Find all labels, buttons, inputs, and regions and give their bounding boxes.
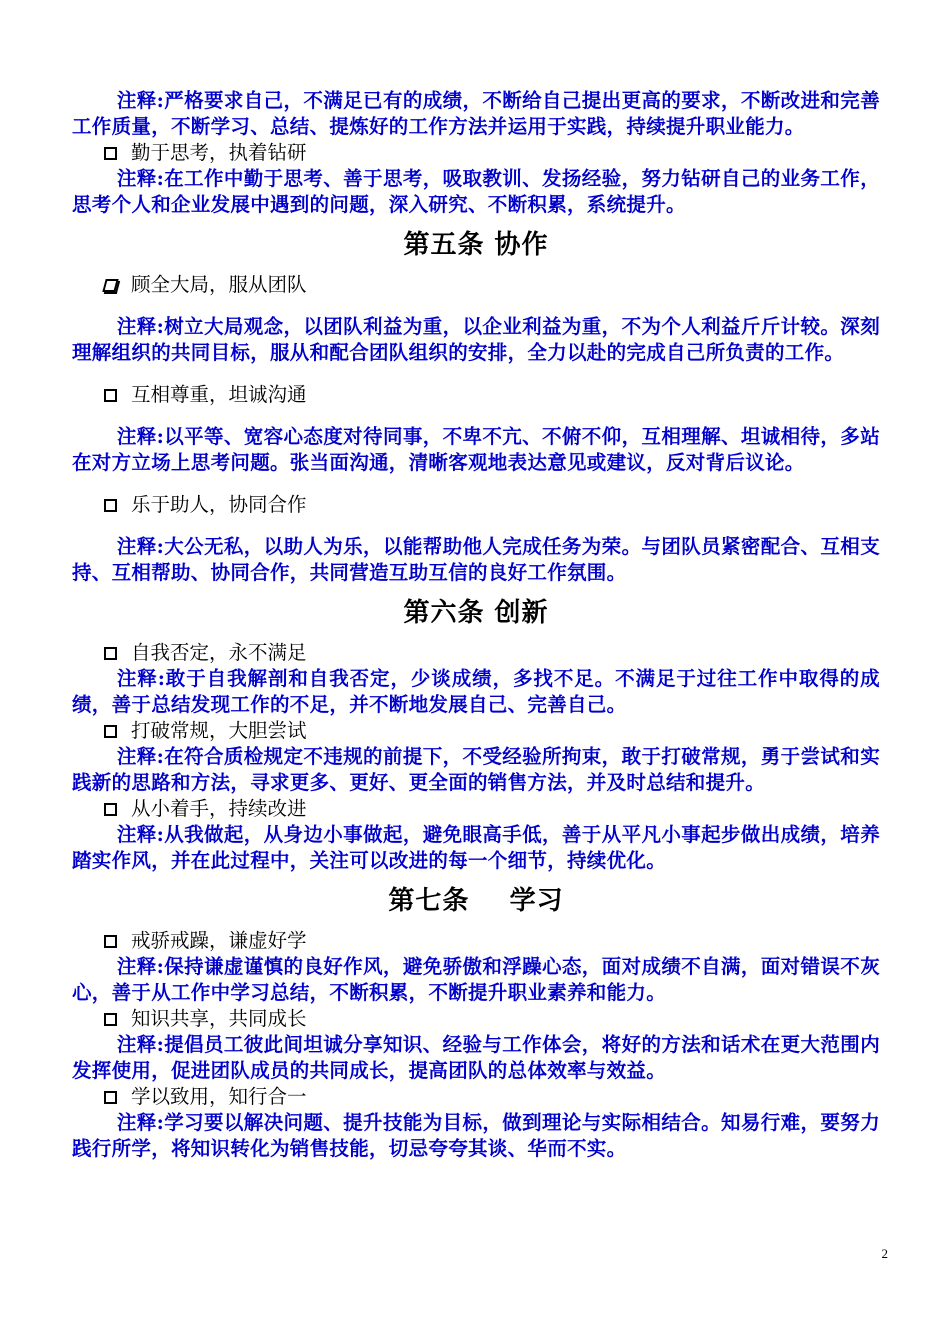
- item-title: 从小着手，持续改进: [72, 796, 880, 822]
- section-heading: 第七条 学习: [388, 886, 564, 916]
- section-heading: 第五条 协作: [403, 230, 549, 260]
- item-title: 勤于思考，执着钻研: [72, 140, 880, 166]
- item-title: 顾全大局，服从团队: [72, 272, 880, 298]
- checkbox-icon: [104, 389, 117, 402]
- checkbox-icon: [104, 935, 117, 948]
- item-note: 注释:树立大局观念，以团队利益为重，以企业利益为重，不为个人利益斤斤计较。深刻理解组织的共同目标，服从和配合团队组织的安排，全力以赴的完成自己所负责的工作。: [72, 315, 880, 364]
- item-note: 注释:从我做起，从身边小事做起，避免眼高手低，善于从平凡小事起步做出成绩，培养踏实作风，并在此过程中，关注可以改进的每一个细节，持续优化。: [72, 823, 880, 872]
- checkbox-icon: [104, 803, 117, 816]
- item-title: 互相尊重，坦诚沟通: [72, 382, 880, 408]
- checkbox-icon: [104, 499, 117, 512]
- page-number: 2: [881, 1246, 888, 1261]
- section-heading: 第六条 创新: [403, 598, 549, 628]
- intro-note: 注释:严格要求自己，不满足已有的成绩，不断给自己提出更高的要求，不断改进和完善工作质量，不断学习、总结、提炼好的工作方法并运用于实践，持续提升职业能力。: [72, 89, 880, 138]
- item-note: 注释:在工作中勤于思考、善于思考，吸取教训、发扬经验，努力钻研自己的业务工作，思考个人和企业发展中遇到的问题，深入研究、不断积累，系统提升。: [72, 167, 880, 216]
- checkbox-icon: [104, 725, 117, 738]
- item-title: 打破常规，大胆尝试: [72, 718, 880, 744]
- checkbox-icon: [104, 1091, 117, 1104]
- item-note: 注释:在符合质检规定不违规的前提下，不受经验所拘束，敢于打破常规，勇于尝试和实践新的思路和方法，寻求更多、更好、更全面的销售方法，并及时总结和提升。: [72, 745, 880, 794]
- item-title: 知识共享，共同成长: [72, 1006, 880, 1032]
- checkbox-icon: [104, 1013, 117, 1026]
- item-note: 注释:以平等、宽容心态度对待同事，不卑不亢、不俯不仰，互相理解、坦诚相待，多站在对方立场上思考问题。张当面沟通，清晰客观地表达意见或建议，反对背后议论。: [72, 425, 880, 474]
- item-note: 注释:敢于自我解剖和自我否定，少谈成绩，多找不足。不满足于过往工作中取得的成绩，善于总结发现工作的不足，并不断地发展自己、完善自己。: [72, 667, 880, 716]
- item-note: 注释:保持谦虚谨慎的良好作风，避免骄傲和浮躁心态，面对成绩不自满，面对错误不灰心，善于从工作中学习总结，不断积累，不断提升职业素养和能力。: [72, 955, 880, 1004]
- item-title: 戒骄戒躁，谦虚好学: [72, 928, 880, 954]
- checkbox-icon: [102, 279, 118, 292]
- item-title: 自我否定，永不满足: [72, 640, 880, 666]
- item-note: 注释:学习要以解决问题、提升技能为目标，做到理论与实际相结合。知易行难，要努力践行所学，将知识转化为销售技能，切忌夸夸其谈、华而不实。: [72, 1111, 880, 1160]
- checkbox-icon: [104, 647, 117, 660]
- item-title: 学以致用，知行合一: [72, 1084, 880, 1110]
- checkbox-icon: [104, 147, 117, 160]
- document-page: [72, 88, 880, 1162]
- item-note: 注释:提倡员工彼此间坦诚分享知识、经验与工作体会，将好的方法和话术在更大范围内发挥使用，促进团队成员的共同成长，提高团队的总体效率与效益。: [72, 1033, 880, 1082]
- item-note: 注释:大公无私，以助人为乐，以能帮助他人完成任务为荣。与团队员紧密配合、互相支持、互相帮助、协同合作，共同营造互助互信的良好工作氛围。: [72, 535, 880, 584]
- item-title: 乐于助人，协同合作: [72, 492, 880, 518]
